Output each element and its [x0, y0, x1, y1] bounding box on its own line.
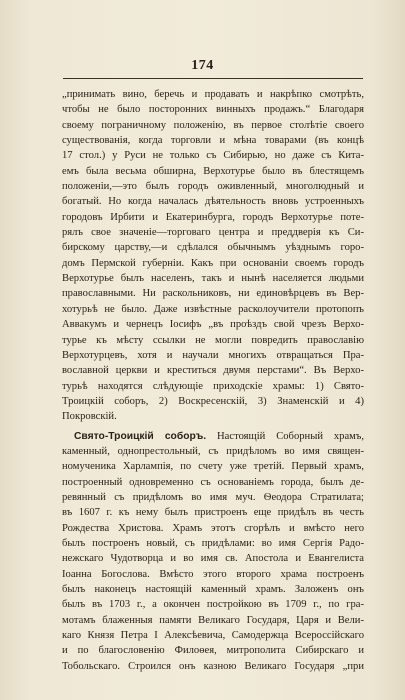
text-line: православными. Ни раскольниковъ, ни единовѣрцевъ въ Вер-: [62, 288, 364, 300]
text-line: хотурьѣ не было. Даже извѣстные расколоучители протопопъ: [62, 303, 364, 315]
text-line: Верхотурцевъ, хотя и научали многихъ отвращаться Пра-: [62, 349, 364, 361]
text-line: каго Князя Петра I Алексѣевича, Самодержца Всероссійскаго: [62, 630, 364, 642]
page-number: 174: [191, 58, 214, 73]
text-line: 17 стол.) у Руси не только съ Сибирью, но даже съ Кита-: [62, 150, 364, 162]
text-line: и по благословенію Филоѳея, митрополита Сибирскаго и: [62, 645, 364, 657]
body-text: [62, 87, 364, 674]
text-line: чтобы не было посторонних винныхъ продажъ.“ Благодаря: [62, 104, 364, 116]
text-line: бирскому царству,—и сдѣлался обычнымъ уѣзднымъ горо-: [62, 242, 364, 254]
text-line: Рождества Христова. Храмъ этотъ сгорѣлъ и вмѣсто него: [62, 522, 364, 534]
text-line: номученика Харлампія, по счету уже третій. Первый храмъ,: [62, 461, 364, 473]
header-rule: [63, 78, 363, 79]
text-line: „принимать вино, беречь и продавать и накрѣпко смотрѣть,: [62, 89, 364, 100]
text-line: былъ наконецъ настоящій каменный храмъ. Заложенъ онъ: [62, 584, 364, 595]
text-line: богатый. Но когда началась дѣятельность вновь устроенныхъ: [62, 196, 364, 208]
text-line: емъ была весьма обширна, Верхотурье было въ блестящемъ: [62, 165, 364, 177]
heading-line-rest: Настоящій Соборный храмъ,: [206, 430, 364, 442]
text-line: городовъ Ирбити и Екатеринбурга, городъ Верхотурье поте-: [62, 211, 364, 223]
text-line: Покровскій.: [62, 411, 117, 423]
text-line: построенный одновременно съ основаніемъ города, былъ де-: [62, 476, 364, 488]
text-line: положеніи,—это былъ городъ оживленный, многолюдный и: [62, 181, 364, 193]
paragraph-1: [62, 87, 364, 425]
text-line: турье къ мѣсту ссылки не могли повредить православію: [62, 334, 364, 346]
text-line-with-heading: [62, 429, 364, 444]
text-line: своему пограничному положенію, въ первое столѣтіе своего: [62, 119, 364, 131]
text-line: Троицкій соборъ, 2) Воскресенскій, 3) Знаменскій и 4): [62, 395, 364, 407]
text-line: существованія, когда торговли и мѣна товарами (въ концѣ: [62, 135, 364, 147]
section-heading: Свято-Троицкій соборъ.: [74, 430, 207, 442]
text-line: вославной церкви и креститься двумя перстами“. Въ Верхо-: [62, 365, 364, 377]
text-line: Аввакумъ и чернецъ Іосифъ „въ проѣздъ свой чрезъ Верхо-: [62, 319, 364, 331]
text-line: турьѣ находятся слѣдующіе приходскіе храмы: 1) Свято-: [62, 380, 364, 392]
text-line: мотамъ блаженныя памяти Великаго Государя, Царя и Вели-: [62, 614, 364, 626]
text-line: домъ Пермской губерніи. Какъ при основаніи своемъ городъ: [62, 257, 364, 269]
text-line: былъ въ 1703 г., а окончен постройкою въ 1709 г., по гра-: [62, 599, 364, 611]
text-line: Іоанна Богослова. Вмѣсто этого второго храма построенъ: [62, 568, 364, 580]
paragraph-2: [62, 429, 364, 675]
text-line: каменный, однопрестольный, съ придѣломъ во имя священ-: [62, 445, 364, 457]
text-line: Верхотурье былъ населенъ, такъ и нынѣ населяется людьми: [62, 273, 364, 285]
text-line: Тобольскаго. Строился онъ казною Великаго Государя „при: [62, 660, 364, 672]
text-line: ревянный съ придѣломъ во имя муч. Ѳеодора Стратилата;: [62, 491, 364, 503]
text-line: въ 1607 г. къ нему былъ пристроенъ еще придѣлъ въ честь: [62, 507, 364, 519]
text-line: былъ построенъ новый, съ придѣлами: во имя Сергія Радо-: [62, 537, 364, 549]
text-line: нежскаго Чудотворца и во имя св. Апостола и Евангелиста: [62, 553, 364, 565]
text-line: рялъ свое значеніе—торговаго центра и преддверія къ Си-: [62, 227, 364, 239]
